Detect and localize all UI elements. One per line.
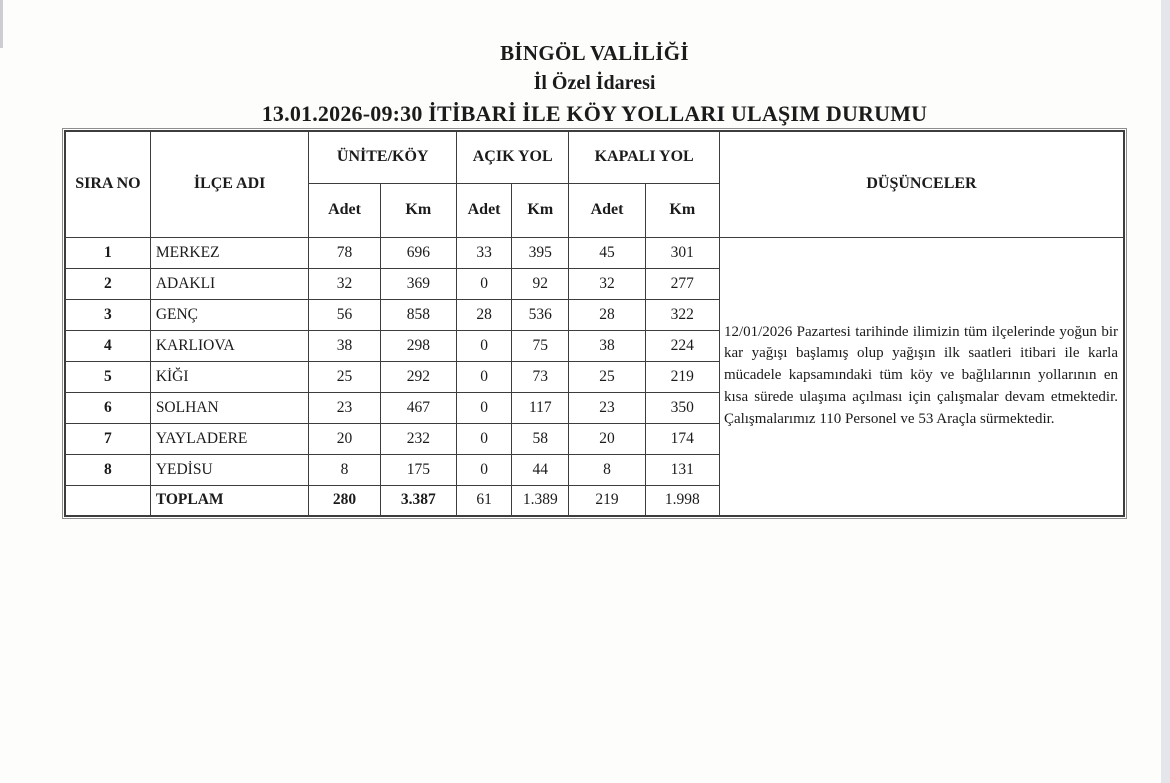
title-governorship: BİNGÖL VALİLİĞİ (500, 41, 689, 65)
cell-kapali-km: 219 (645, 361, 719, 392)
cell-acik-km: 117 (512, 392, 569, 423)
col-header-dusunceler: DÜŞÜNCELER (719, 131, 1124, 237)
col-subheader-kapali-adet: Adet (569, 183, 645, 237)
cell-acik-adet: 0 (456, 330, 511, 361)
cell-acik-km: 58 (512, 423, 569, 454)
cell-kapali-km: 224 (645, 330, 719, 361)
cell-toplam-label: TOPLAM (150, 485, 309, 516)
col-subheader-acik-km: Km (512, 183, 569, 237)
cell-unite-adet: 8 (309, 454, 380, 485)
document-header (62, 38, 1127, 129)
cell-kapali-adet: 28 (569, 299, 645, 330)
col-header-ilce-adi: İLÇE ADI (150, 131, 309, 237)
cell-kapali-km: 131 (645, 454, 719, 485)
cell-unite-adet: 23 (309, 392, 380, 423)
cell-kapali-adet: 25 (569, 361, 645, 392)
cell-sira-no: 5 (65, 361, 150, 392)
cell-ilce-adi: YAYLADERE (150, 423, 309, 454)
cell-unite-adet: 78 (309, 237, 380, 268)
cell-kapali-km: 322 (645, 299, 719, 330)
cell-unite-km: 467 (380, 392, 456, 423)
cell-sira-no: 4 (65, 330, 150, 361)
cell-unite-km: 696 (380, 237, 456, 268)
cell-acik-km: 75 (512, 330, 569, 361)
cell-total-kapali-adet: 219 (569, 485, 645, 516)
title-report: 13.01.2026-09:30 İTİBARİ İLE KÖY YOLLARI ULAŞIM DURUMU (261, 101, 928, 126)
cell-kapali-adet: 8 (569, 454, 645, 485)
cell-unite-km: 369 (380, 268, 456, 299)
road-status-table (64, 130, 1125, 517)
col-subheader-kapali-km: Km (645, 183, 719, 237)
cell-ilce-adi: YEDİSU (150, 454, 309, 485)
cell-unite-adet: 38 (309, 330, 380, 361)
cell-total-acik-km: 1.389 (512, 485, 569, 516)
cell-unite-adet: 56 (309, 299, 380, 330)
scan-edge-mark (0, 0, 3, 48)
cell-kapali-adet: 45 (569, 237, 645, 268)
cell-acik-km: 536 (512, 299, 569, 330)
title-administration: İl Özel İdaresi (533, 72, 656, 94)
cell-total-acik-adet: 61 (456, 485, 511, 516)
cell-acik-adet: 0 (456, 454, 511, 485)
cell-unite-km: 175 (380, 454, 456, 485)
cell-unite-adet: 32 (309, 268, 380, 299)
cell-acik-km: 73 (512, 361, 569, 392)
col-group-acik-yol: AÇIK YOL (456, 131, 568, 183)
cell-kapali-adet: 32 (569, 268, 645, 299)
col-group-unite-koy: ÜNİTE/KÖY (309, 131, 457, 183)
cell-total-kapali-km: 1.998 (645, 485, 719, 516)
cell-ilce-adi: MERKEZ (150, 237, 309, 268)
cell-sira-no-empty (65, 485, 150, 516)
cell-ilce-adi: KİĞI (150, 361, 309, 392)
table-row (65, 237, 1124, 268)
cell-acik-adet: 0 (456, 392, 511, 423)
cell-kapali-km: 301 (645, 237, 719, 268)
cell-total-unite-km: 3.387 (380, 485, 456, 516)
cell-kapali-adet: 38 (569, 330, 645, 361)
col-subheader-acik-adet: Adet (456, 183, 511, 237)
cell-sira-no: 8 (65, 454, 150, 485)
col-group-kapali-yol: KAPALI YOL (569, 131, 720, 183)
cell-acik-adet: 0 (456, 268, 511, 299)
cell-sira-no: 7 (65, 423, 150, 454)
cell-kapali-km: 277 (645, 268, 719, 299)
cell-unite-km: 292 (380, 361, 456, 392)
cell-unite-adet: 25 (309, 361, 380, 392)
cell-kapali-adet: 20 (569, 423, 645, 454)
road-status-table-frame (62, 128, 1127, 519)
cell-sira-no: 2 (65, 268, 150, 299)
cell-acik-adet: 33 (456, 237, 511, 268)
cell-sira-no: 1 (65, 237, 150, 268)
cell-acik-km: 92 (512, 268, 569, 299)
cell-ilce-adi: ADAKLI (150, 268, 309, 299)
cell-unite-adet: 20 (309, 423, 380, 454)
col-subheader-unite-km: Km (380, 183, 456, 237)
cell-ilce-adi: SOLHAN (150, 392, 309, 423)
cell-kapali-adet: 23 (569, 392, 645, 423)
cell-kapali-km: 350 (645, 392, 719, 423)
cell-unite-km: 232 (380, 423, 456, 454)
cell-acik-km: 44 (512, 454, 569, 485)
col-subheader-unite-adet: Adet (309, 183, 380, 237)
cell-unite-km: 858 (380, 299, 456, 330)
cell-sira-no: 6 (65, 392, 150, 423)
cell-acik-adet: 0 (456, 423, 511, 454)
cell-total-unite-adet: 280 (309, 485, 380, 516)
cell-kapali-km: 174 (645, 423, 719, 454)
cell-acik-adet: 28 (456, 299, 511, 330)
cell-acik-adet: 0 (456, 361, 511, 392)
scan-edge-strip (1161, 0, 1170, 783)
remarks-text: 12/01/2026 Pazartesi tarihinde ilimizin tüm ilçelerinde yoğun bir kar yağışı başlamış olup yağışın ilk saatleri itibari ile karla mücadele kapsamındaki tüm köy ve bağlılarının yollarının en kısa sürede ulaşıma açılması için çalışmalar devam etmektedir. Çalışmalarımız 110 Personel ve 53 Araçla sürmektedir. (719, 237, 1124, 516)
cell-ilce-adi: GENÇ (150, 299, 309, 330)
cell-acik-km: 395 (512, 237, 569, 268)
cell-ilce-adi: KARLIOVA (150, 330, 309, 361)
cell-unite-km: 298 (380, 330, 456, 361)
cell-sira-no: 3 (65, 299, 150, 330)
col-header-sira-no: SIRA NO (65, 131, 150, 237)
